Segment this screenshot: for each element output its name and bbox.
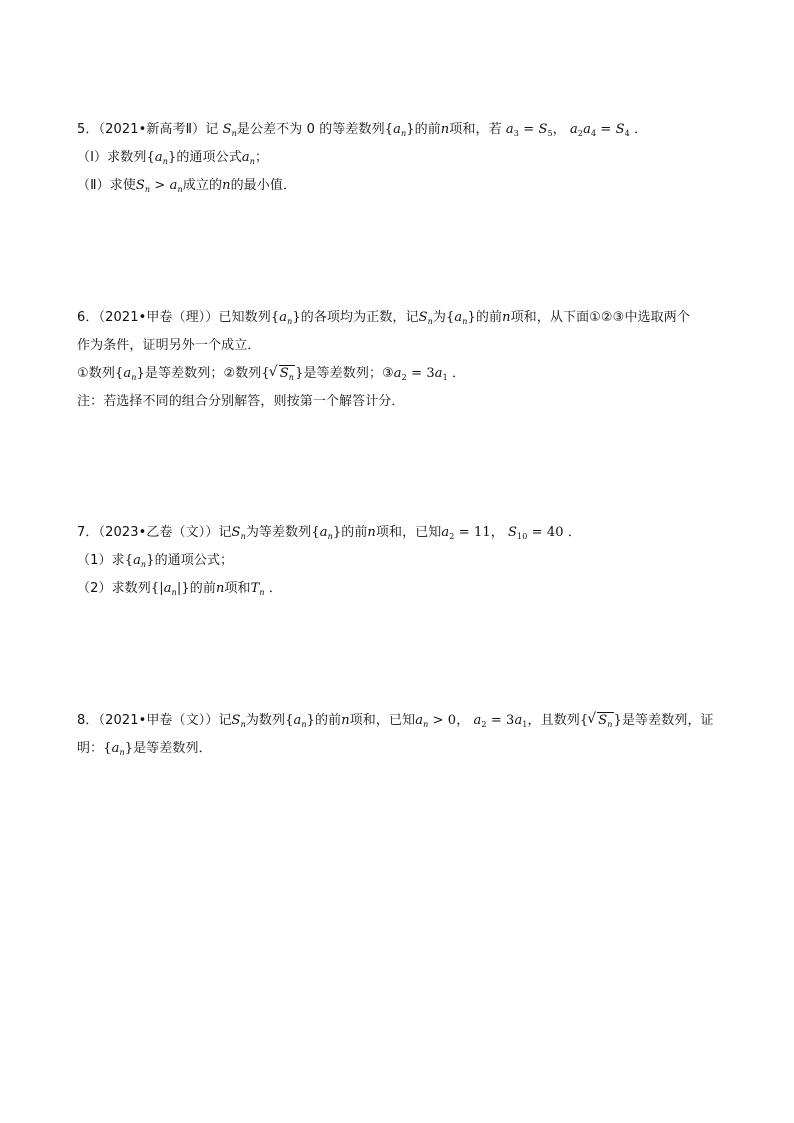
problem-8-stem-line-2: 明：$\{a_n\}$是等差数列． — [77, 741, 212, 757]
problem-6-stem: 6．（2021•甲卷（理））已知数列$\{a_n\}$的各项均为正数，记$S_n$为$\{a_n\}$的前n项和，从下面①②③中选取两个 — [77, 310, 690, 326]
problem-7 — [77, 519, 737, 603]
problem-7-part-2: （2）求数列$\{|a_n|\}$的前n项和$T_n$ ． — [77, 581, 283, 597]
problem-8 — [77, 707, 737, 763]
problem-8-stem: 8．（2021•甲卷（文））记$S_n$为数列$\{a_n\}$的前n项和，已知$a_n > 0$， $a_2 = 3a_1$，且数列{√ $S_n$}是等差数列，证 — [77, 707, 737, 735]
problem-6-note: 注：若选择不同的组合分别解答，则按第一个解答计分． — [77, 394, 405, 409]
problem-5-stem: 5．（2021•新高考Ⅱ）记 $S_n$是公差不为 0 的等差数列$\{a_n\}$的前n项和，若 $a_3 = S_5$， $a_2a_4 = S_4$ ． — [77, 122, 648, 138]
problem-5 — [77, 116, 737, 200]
problem-source: （2021•甲卷（文）） — [98, 713, 219, 728]
problem-6 — [77, 304, 737, 416]
problem-5-part-2: （Ⅱ）求使$S_n > a_n$成立的n的最小值． — [77, 178, 297, 194]
problem-7-stem: 7．（2023•乙卷（文））记$S_n$为等差数列$\{a_n\}$的前n项和，已知$a_2 = 11$， $S_{10} = 40$ ． — [77, 525, 581, 541]
problem-6-stem-line-2: 作为条件，证明另外一个成立． — [77, 338, 261, 353]
problem-source: （2023•乙卷（文）） — [98, 525, 219, 540]
problem-7-part-1: （1）求$\{a_n\}$的通项公式； — [77, 553, 234, 569]
problem-source: （2021•甲卷（理）） — [98, 310, 219, 325]
problem-number: 6 — [77, 310, 86, 325]
problem-source: （2021•新高考Ⅱ） — [98, 122, 206, 137]
problem-number: 8 — [77, 713, 86, 728]
problem-number: 7 — [77, 525, 86, 540]
problem-number: 5 — [77, 122, 86, 137]
problem-5-part-1: （Ⅰ）求数列$\{a_n\}$的通项公式$a_n$； — [77, 150, 269, 166]
problem-6-conditions: ①数列$\{a_n\}$是等差数列；②数列{√ $S_n$}是等差数列；$③a_2 = 3a_1$ ． — [77, 360, 737, 388]
